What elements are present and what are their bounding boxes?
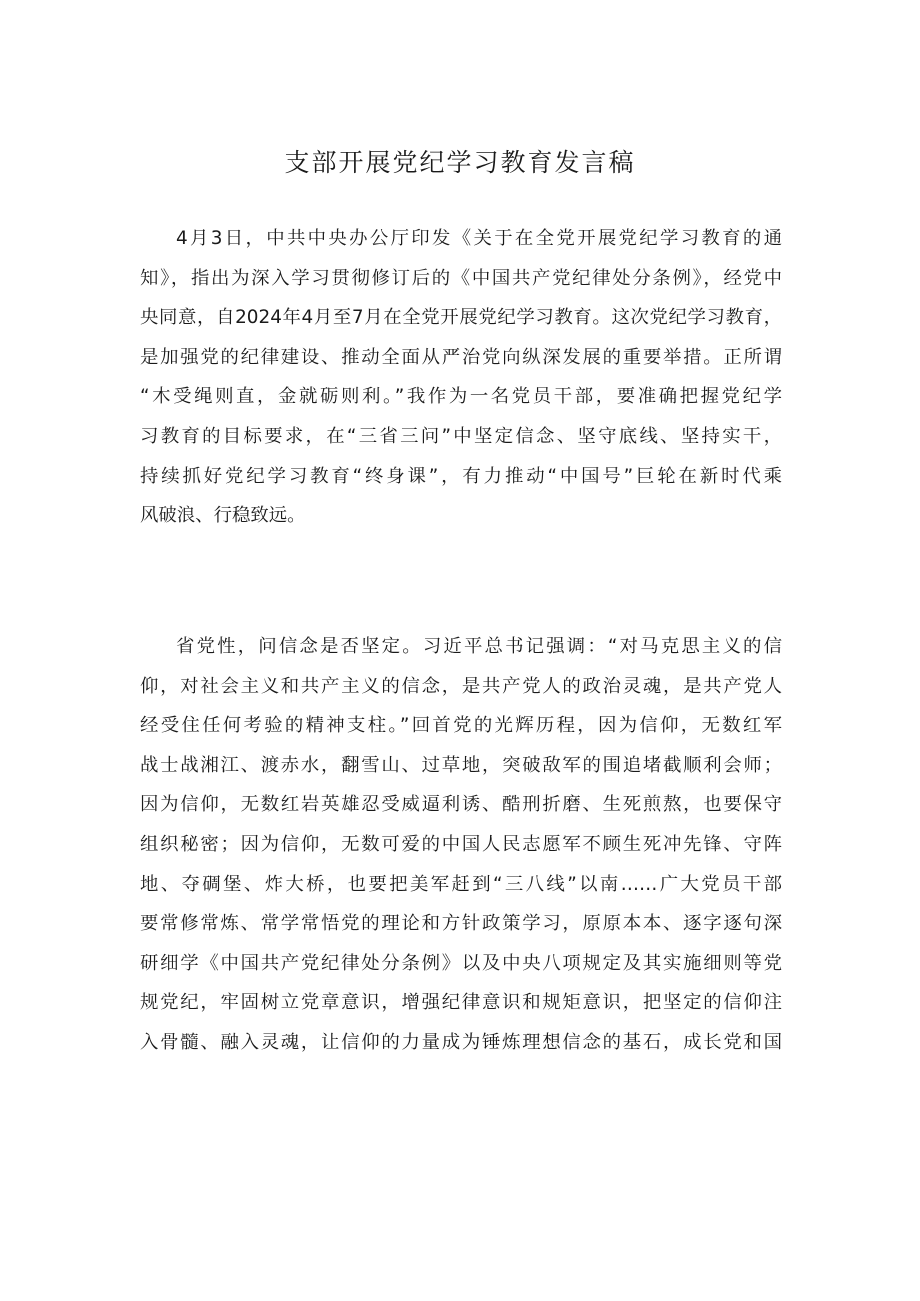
text-line: 经受住任何考验的精神支柱。”回首党的光辉历程，因为信仰，无数红军	[140, 715, 782, 737]
document-title: 支部开展党纪学习教育发言稿	[284, 148, 636, 177]
text-line: 仰，对社会主义和共产主义的信念，是共产党人的政治灵魂，是共产党人	[140, 675, 782, 697]
text-line: 规党纪，牢固树立党章意识，增强纪律意识和规矩意识，把坚定的信仰注	[140, 992, 782, 1014]
text-line: 入骨髓、融入灵魂，让信仰的力量成为锤炼理想信念的基石，成长党和国	[140, 1031, 782, 1053]
text-line: 是加强党的纪律建设、推动全面从严治党向纵深发展的重要举措。正所谓	[140, 346, 782, 368]
text-line: 4月3日，中共中央办公厅印发《关于在全党开展党纪学习教育的通	[176, 228, 782, 249]
text-line: 战士战湘江、渡赤水，翻雪山、过草地，突破敌军的围追堵截顺利会师；	[140, 754, 782, 776]
text-line: 地、夺碉堡、炸大桥，也要把美军赶到“三八线”以南……广大党员干部	[140, 873, 782, 895]
text-line: “木受绳则直，金就砺则利。”我作为一名党员干部，要准确把握党纪学	[140, 386, 782, 408]
text-line: 央同意，自2024年4月至7月在全党开展党纪学习教育。这次党纪学习教育，	[140, 307, 782, 329]
text-line: 因为信仰，无数红岩英雄忍受威逼利诱、酷刑折磨、生死煎熬，也要保守	[140, 794, 782, 816]
text-line: 要常修常炼、常学常悟党的理论和方针政策学习，原原本本、逐字逐句深	[140, 913, 782, 935]
text-line: 研细学《中国共产党纪律处分条例》以及中央八项规定及其实施细则等党	[140, 952, 782, 974]
text-line: 持续抓好党纪学习教育“终身课”，有力推动“中国号”巨轮在新时代乘	[140, 465, 782, 487]
text-line: 习教育的目标要求，在“三省三问”中坚定信念、坚守底线、坚持实干，	[140, 425, 782, 447]
text-line: 知》，指出为深入学习贯彻修订后的《中国共产党纪律处分条例》，经党中	[140, 267, 782, 289]
text-line: 组织秘密；因为信仰，无数可爱的中国人民志愿军不顾生死冲先锋、守阵	[140, 833, 782, 855]
text-line: 风破浪、行稳致远。	[140, 505, 306, 527]
paragraph-1	[140, 219, 782, 536]
paragraph-2	[140, 627, 782, 1063]
text-line: 省党性，问信念是否坚定。习近平总书记强调：“对马克思主义的信	[176, 636, 782, 657]
